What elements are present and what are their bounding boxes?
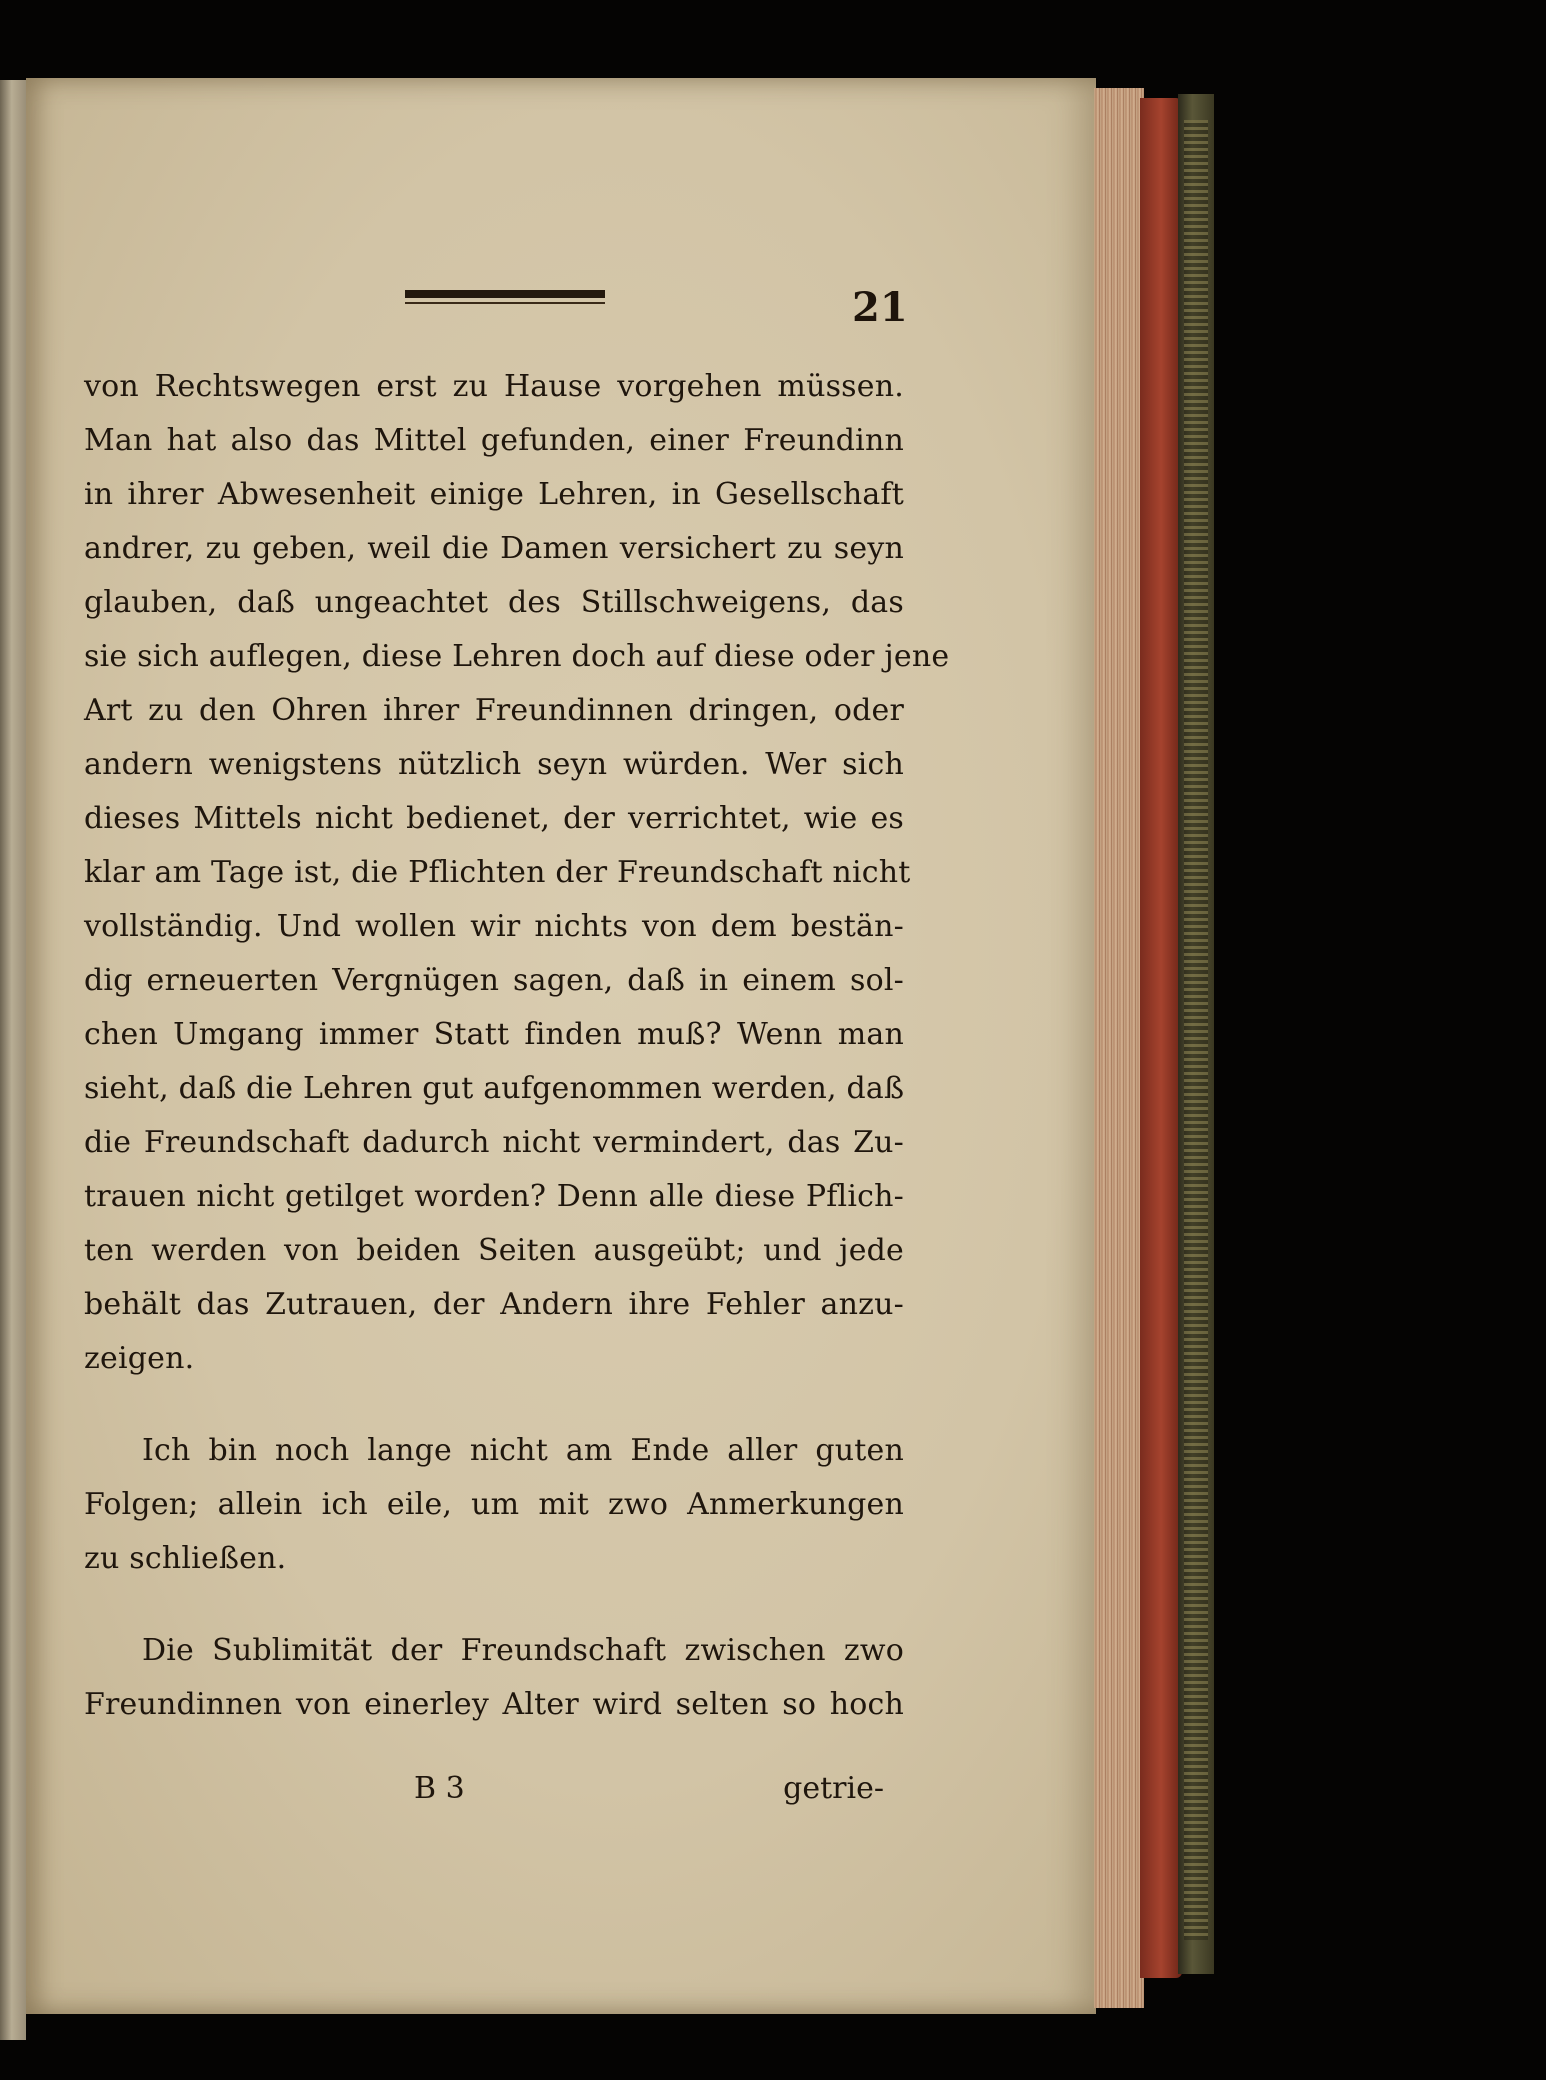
text-line: ten werden von beiden Seiten ausgeübt; und jede (84, 1233, 904, 1268)
text-line: Ich bin noch lange nicht am Ende aller guten (142, 1433, 904, 1468)
page-footer (84, 1762, 884, 1816)
facing-page-edge (0, 80, 26, 2040)
text-line: in ihrer Abwesenheit einige Lehren, in Gesellschaft (84, 477, 904, 512)
text-line: sieht, daß die Lehren gut aufgenommen werden, daß (84, 1071, 905, 1106)
text-line: zu schließen. (84, 1541, 287, 1576)
text-line: die Freundschaft dadurch nicht vermindert, das Zu- (84, 1125, 904, 1160)
header-rule (405, 290, 605, 306)
page-number: 21 (852, 284, 908, 331)
cover-marbling (1184, 120, 1208, 1940)
text-line: klar am Tage ist, die Pflichten der Freundschaft nicht (84, 855, 911, 890)
text-line: von Rechtswegen erst zu Hause vorgehen müssen. (84, 369, 904, 404)
signature-mark: B 3 (414, 1771, 465, 1806)
text-line: trauen nicht getilget worden? Denn alle diese Pflich- (84, 1179, 904, 1214)
text-line: Folgen; allein ich eile, um mit zwo Anmerkungen (84, 1487, 904, 1522)
text-line: behält das Zutrauen, der Andern ihre Fehler anzu- (84, 1287, 904, 1322)
text-line: Man hat also das Mittel gefunden, einer Freundinn (84, 423, 904, 458)
text-line: dig erneuerten Vergnügen sagen, daß in einem sol- (84, 963, 904, 998)
text-line: sie sich auflegen, diese Lehren doch auf diese oder jene (84, 639, 950, 674)
body-text (84, 360, 950, 1732)
text-line: zeigen. (84, 1341, 195, 1376)
text-line: andern wenigstens nützlich seyn würden. Wer sich (84, 747, 904, 782)
red-page-edge (1140, 98, 1182, 1978)
text-line: glauben, daß ungeachtet des Stillschweigens, das (84, 585, 904, 620)
page-block-edges (1094, 88, 1144, 2008)
text-line: dieses Mittels nicht bedienet, der verrichtet, wie es (84, 801, 904, 836)
text-line: andrer, zu geben, weil die Damen versichert zu seyn (84, 531, 904, 566)
text-line: chen Umgang immer Statt finden muß? Wenn man (84, 1017, 904, 1052)
catchword: getrie- (783, 1771, 884, 1806)
text-line: Freundinnen von einerley Alter wird selten so hoch (84, 1687, 904, 1722)
text-line: Die Sublimität der Freundschaft zwischen zwo (142, 1633, 904, 1668)
text-line: vollständig. Und wollen wir nichts von dem bestän- (84, 909, 904, 944)
text-line: Art zu den Ohren ihrer Freundinnen dringen, oder (84, 693, 904, 728)
